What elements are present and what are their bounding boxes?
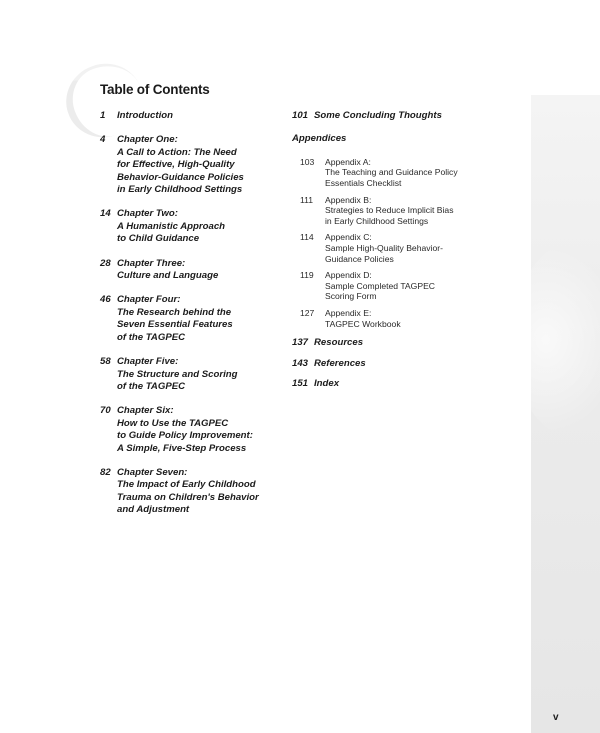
appendix-page: 111 — [300, 194, 314, 205]
toc-entry-title: Chapter One: A Call to Action: The Need for Effective, High-Quality Behavior-Guidance Policies in Early Childhood Settings — [117, 134, 244, 196]
toc-entry-title: Chapter Six: How to Use the TAGPEC to Guide Policy Improvement: A Simple, Five-Step Process — [117, 405, 253, 454]
appendix-entry — [292, 195, 492, 227]
toc-entry — [292, 110, 492, 122]
toc-entry-page: 14 — [100, 208, 111, 220]
toc-entry-title: References — [314, 357, 366, 369]
appendix-page: 103 — [300, 156, 315, 167]
toc-entry-page: 28 — [100, 257, 111, 269]
appendix-entry — [292, 308, 492, 329]
toc-left-column — [100, 110, 280, 529]
appendix-title: Appendix A: The Teaching and Guidance Policy Essentials Checklist — [325, 156, 458, 188]
toc-entry-title: Chapter Five: The Structure and Scoring of the TAGPEC — [117, 356, 238, 392]
toc-entry-title: Some Concluding Thoughts — [314, 110, 442, 121]
toc-entry — [100, 405, 280, 455]
toc-entry — [292, 337, 492, 349]
toc-entry-page: 137 — [292, 337, 309, 349]
toc-entry-page: 143 — [292, 357, 309, 369]
toc-entry — [100, 258, 280, 283]
toc-entry — [100, 134, 280, 196]
appendix-title: Appendix C: Sample High-Quality Behavior- Guidance Policies — [325, 232, 443, 264]
toc-entry-page: 46 — [100, 294, 111, 306]
appendices-list — [292, 157, 492, 329]
toc-entry — [100, 467, 280, 517]
page-number: v — [553, 712, 559, 723]
appendices-heading: Appendices — [292, 133, 347, 145]
appendix-title: Appendix B: Strategies to Reduce Implicit Bias in Early Childhood Settings — [325, 194, 454, 226]
toc-entry-page: 70 — [100, 405, 111, 417]
toc-entry-title: Introduction — [117, 110, 173, 121]
toc-entry-title: Chapter Three: Culture and Language — [117, 257, 219, 282]
toc-title: Table of Contents — [100, 82, 210, 97]
appendix-title: Appendix D: Sample Completed TAGPEC Scoring Form — [325, 270, 436, 302]
toc-entry-title: Chapter Seven: The Impact of Early Childhood Trauma on Children's Behavior and Adjustment — [117, 466, 259, 516]
appendix-entry — [292, 232, 492, 264]
toc-entry-title: Resources — [314, 337, 364, 349]
toc-entry-title: Chapter Two: A Humanistic Approach to Child Guidance — [117, 208, 226, 245]
decorative-side-panel — [531, 95, 600, 733]
toc-right-column — [292, 110, 492, 398]
toc-entry-page: 58 — [100, 356, 111, 368]
toc-entry-page: 4 — [100, 134, 106, 146]
toc-entry — [292, 378, 492, 390]
toc-entry-page: 101 — [292, 110, 309, 121]
toc-entry — [100, 294, 280, 344]
toc-entry-title: Chapter Four: The Research behind the Seven Essential Features of the TAGPEC — [117, 294, 233, 343]
toc-entry-page: 82 — [100, 466, 111, 478]
toc-entry-page: 151 — [292, 377, 309, 389]
appendix-page: 127 — [300, 307, 315, 318]
toc-entry — [100, 110, 280, 122]
appendix-page: 119 — [300, 270, 314, 281]
appendix-title: Appendix E: TAGPEC Workbook — [325, 307, 401, 329]
toc-entry-title: Index — [314, 377, 340, 389]
toc-entry — [100, 356, 280, 393]
toc-entry-page: 1 — [100, 110, 106, 121]
appendix-entry — [292, 270, 492, 302]
toc-entry — [100, 208, 280, 245]
appendix-page: 114 — [300, 232, 314, 243]
toc-entry — [292, 358, 492, 370]
appendix-entry — [292, 157, 492, 189]
